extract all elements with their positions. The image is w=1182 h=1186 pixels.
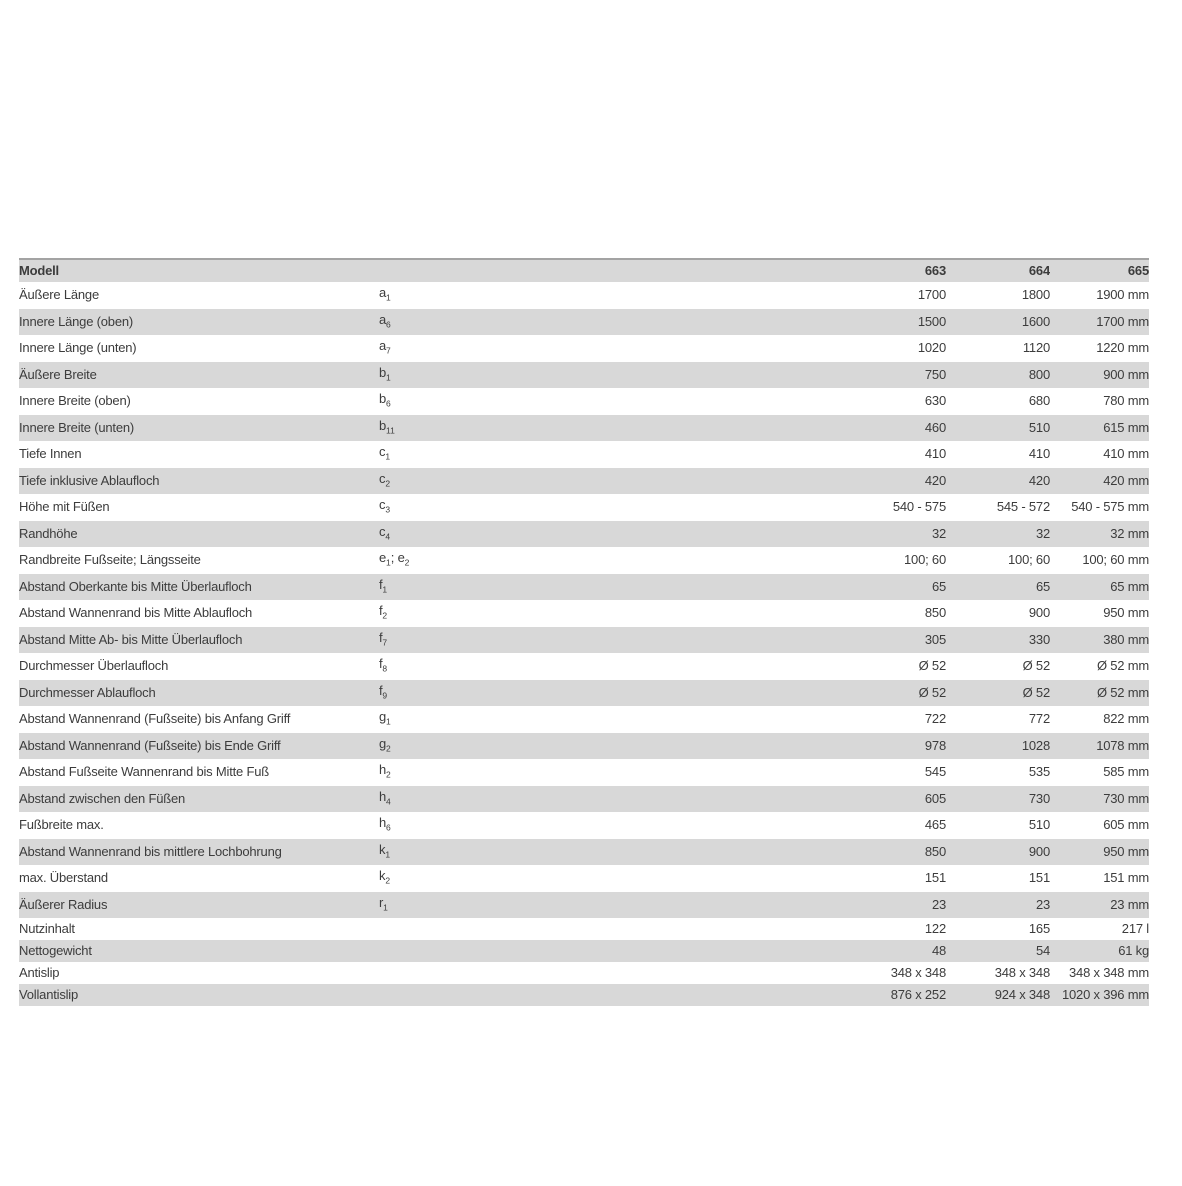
- row-value-665: 151 mm: [1103, 870, 1149, 886]
- table-row: [19, 680, 1149, 707]
- row-value-663: 978: [924, 737, 946, 753]
- row-value-663: 48: [931, 943, 946, 958]
- row-symbol: $k_1$: [379, 841, 391, 859]
- header-model-663: 663: [924, 263, 946, 278]
- row-label: Nutzinhalt: [19, 921, 75, 936]
- header-model-665: 665: [1127, 263, 1149, 278]
- row-symbol: [379, 984, 478, 1006]
- row-value-663: 410: [924, 446, 946, 462]
- row-symbol: $c_2$: [379, 470, 391, 488]
- table-row: [19, 494, 1149, 521]
- row-value-664: 772: [1028, 711, 1050, 727]
- row-label: Durchmesser Überlaufloch: [19, 658, 169, 674]
- row-label: Abstand Fußseite Wannenrand bis Mitte Fuß: [19, 764, 269, 780]
- table-body: [19, 282, 1149, 1006]
- symbol-subscript: 2: [386, 743, 391, 753]
- symbol-subscript: 2: [385, 875, 391, 886]
- symbol-subscript: 1: [386, 716, 391, 727]
- row-value-665: 900 mm: [1103, 366, 1149, 382]
- table-row: [19, 940, 1149, 962]
- header-modell-label: Modell: [19, 263, 59, 278]
- table-row: [19, 388, 1149, 415]
- row-label: Innere Breite (oben): [19, 393, 131, 409]
- row-value-665: 420 mm: [1103, 472, 1149, 488]
- row-value-664: 410: [1028, 446, 1050, 462]
- row-value-665: 605 mm: [1103, 817, 1149, 833]
- row-symbol: $b_{11}$: [379, 417, 395, 435]
- row-symbol: $a_7$: [379, 338, 391, 356]
- row-label: max. Überstand: [19, 870, 108, 886]
- table-row: [19, 362, 1149, 389]
- row-value-665: Ø 52 mm: [1096, 684, 1149, 700]
- row-label: Abstand Wannenrand bis Mitte Ablaufloch: [19, 605, 253, 621]
- row-value-664: 54: [1035, 943, 1050, 958]
- row-label: Abstand Wannenrand bis mittlere Lochbohrung: [19, 843, 282, 859]
- row-value-665: 780 mm: [1103, 393, 1149, 409]
- row-value-664: 924 x 348: [994, 987, 1050, 1002]
- table-row: [19, 839, 1149, 866]
- row-value-663: Ø 52: [918, 658, 946, 674]
- symbol-subscript: 2: [382, 610, 388, 621]
- row-value-663: 460: [924, 419, 946, 435]
- symbol-subscript: 2: [404, 557, 410, 568]
- row-label: Höhe mit Füßen: [19, 499, 110, 515]
- row-value-665: 540 - 575 mm: [1071, 499, 1149, 515]
- table-row: [19, 706, 1149, 733]
- row-value-663: 122: [924, 921, 946, 936]
- row-symbol: [379, 962, 478, 984]
- table-row: [19, 653, 1149, 680]
- table-row: [19, 415, 1149, 442]
- table-row: [19, 984, 1149, 1006]
- table-header: [19, 259, 1149, 282]
- symbol-subscript: 7: [382, 637, 388, 647]
- symbol-subscript: 1: [386, 292, 391, 303]
- row-value-664: 420: [1028, 472, 1050, 488]
- row-value-663: 540 - 575: [892, 499, 946, 515]
- row-value-664: 330: [1028, 631, 1050, 647]
- row-value-663: 850: [924, 605, 946, 621]
- symbol-subscript: 1: [386, 372, 391, 382]
- row-value-665: 1220 mm: [1096, 340, 1149, 356]
- row-value-663: 100; 60: [904, 552, 946, 568]
- row-label: Abstand Wannenrand (Fußseite) bis Anfang Griff: [19, 711, 291, 727]
- table-row: [19, 627, 1149, 654]
- symbol-subscript: 1: [386, 557, 391, 568]
- row-value-665: 1078 mm: [1096, 737, 1149, 753]
- row-label: Äußere Länge: [19, 287, 99, 303]
- row-value-664: 151: [1028, 870, 1050, 886]
- symbol-subscript: 1: [385, 849, 391, 859]
- header-symbol-spacer: [379, 259, 478, 282]
- row-value-665: 1900 mm: [1096, 287, 1149, 303]
- row-value-663: 65: [931, 578, 946, 594]
- symbol-subscript: 3: [385, 504, 391, 515]
- row-value-664: 535: [1028, 764, 1050, 780]
- row-value-664: 545 - 572: [996, 499, 1050, 515]
- table-row: [19, 812, 1149, 839]
- row-label: Fußbreite max.: [19, 817, 104, 833]
- symbol-subscript: 6: [386, 319, 391, 329]
- row-value-663: 545: [924, 764, 946, 780]
- row-label: Äußerer Radius: [19, 896, 108, 912]
- row-value-664: 32: [1035, 525, 1050, 541]
- table-row: [19, 918, 1149, 940]
- row-value-665: 65 mm: [1110, 578, 1149, 594]
- row-value-664: 730: [1028, 790, 1050, 806]
- row-value-665: 32 mm: [1110, 525, 1149, 541]
- symbol-subscript: 4: [386, 796, 391, 806]
- row-value-665: 822 mm: [1103, 711, 1149, 727]
- row-symbol: $c_1$: [379, 444, 391, 462]
- symbol-subscript: 1: [382, 584, 388, 594]
- row-label: Antislip: [19, 965, 60, 980]
- symbol-subscript: 9: [382, 690, 388, 700]
- row-value-663: 1700: [917, 287, 946, 303]
- row-label: Durchmesser Ablaufloch: [19, 684, 156, 700]
- row-value-663: Ø 52: [918, 684, 946, 700]
- row-value-665: 380 mm: [1103, 631, 1149, 647]
- row-value-664: Ø 52: [1022, 684, 1050, 700]
- row-symbol: $g_2$: [379, 735, 391, 753]
- row-value-664: 900: [1028, 843, 1050, 859]
- table-row: [19, 759, 1149, 786]
- row-value-665: 217 l: [1121, 921, 1149, 936]
- row-value-665: 61 kg: [1118, 943, 1149, 958]
- row-value-665: 1020 x 396 mm: [1061, 987, 1149, 1002]
- table-row: [19, 865, 1149, 892]
- row-value-663: 305: [924, 631, 946, 647]
- symbol-subscript: 7: [386, 345, 391, 356]
- row-value-665: 1700 mm: [1096, 313, 1149, 329]
- symbol-subscript: 2: [385, 478, 391, 488]
- row-symbol: $f_1$: [379, 576, 388, 594]
- row-symbol: $f_8$: [379, 656, 388, 674]
- symbol-subscript: 6: [386, 398, 391, 409]
- row-label: Tiefe Innen: [19, 446, 82, 462]
- row-value-665: 23 mm: [1110, 896, 1149, 912]
- row-value-663: 876 x 252: [890, 987, 946, 1002]
- row-label: Abstand zwischen den Füßen: [19, 790, 186, 806]
- row-value-663: 1020: [917, 340, 946, 356]
- row-symbol: $r_1$: [379, 894, 388, 912]
- row-value-663: 630: [924, 393, 946, 409]
- row-symbol: $c_4$: [379, 523, 391, 541]
- row-value-664: 680: [1028, 393, 1050, 409]
- row-value-665: 615 mm: [1103, 419, 1149, 435]
- row-symbol: $g_1$: [379, 709, 391, 727]
- table-row: [19, 282, 1149, 309]
- row-value-663: 750: [924, 366, 946, 382]
- row-value-663: 348 x 348: [890, 965, 946, 980]
- row-symbol: $f_2$: [379, 603, 388, 621]
- table-row: [19, 521, 1149, 548]
- table-row: [19, 468, 1149, 495]
- symbol-subscript: 1: [383, 902, 388, 912]
- row-value-665: 950 mm: [1103, 843, 1149, 859]
- table-row: [19, 892, 1149, 919]
- row-label: Nettogewicht: [19, 943, 92, 958]
- row-symbol: $h_4$: [379, 788, 391, 806]
- row-value-663: 1500: [917, 313, 946, 329]
- row-value-663: 32: [931, 525, 946, 541]
- table-row: [19, 733, 1149, 760]
- table-row: [19, 335, 1149, 362]
- row-value-665: Ø 52 mm: [1096, 658, 1149, 674]
- row-value-665: 585 mm: [1103, 764, 1149, 780]
- table-header-row: [19, 259, 1149, 282]
- symbol-subscript: 11: [386, 425, 395, 435]
- table-row: [19, 962, 1149, 984]
- row-value-663: 465: [924, 817, 946, 833]
- row-value-663: 605: [924, 790, 946, 806]
- symbol-subscript: 2: [386, 769, 391, 780]
- row-value-663: 23: [931, 896, 946, 912]
- spec-table-container: [19, 258, 1149, 1006]
- row-label: Randbreite Fußseite; Längsseite: [19, 552, 201, 568]
- row-value-664: 510: [1028, 419, 1050, 435]
- symbol-subscript: 4: [385, 531, 391, 541]
- row-value-664: 348 x 348: [994, 965, 1050, 980]
- row-label: Randhöhe: [19, 525, 78, 541]
- table-row: [19, 547, 1149, 574]
- row-value-664: 65: [1035, 578, 1050, 594]
- row-label: Innere Breite (unten): [19, 419, 135, 435]
- row-label: Innere Länge (oben): [19, 313, 134, 329]
- row-symbol: $h_6$: [379, 815, 391, 833]
- row-label: Vollantislip: [19, 987, 79, 1002]
- table-row: [19, 574, 1149, 601]
- table-row: [19, 441, 1149, 468]
- row-label: Äußere Breite: [19, 366, 97, 382]
- row-value-664: 100; 60: [1008, 552, 1050, 568]
- row-label: Abstand Wannenrand (Fußseite) bis Ende Griff: [19, 737, 281, 753]
- row-label: Innere Länge (unten): [19, 340, 137, 356]
- row-value-663: 420: [924, 472, 946, 488]
- row-value-665: 950 mm: [1103, 605, 1149, 621]
- row-value-663: 151: [924, 870, 946, 886]
- row-value-664: 1800: [1021, 287, 1050, 303]
- row-symbol: [379, 940, 478, 962]
- row-value-665: 348 x 348 mm: [1069, 965, 1149, 980]
- row-value-665: 410 mm: [1103, 446, 1149, 462]
- row-value-664: Ø 52: [1022, 658, 1050, 674]
- row-value-663: 722: [924, 711, 946, 727]
- row-symbol: $b_6$: [379, 391, 391, 409]
- row-symbol: $b_1$: [379, 364, 391, 382]
- row-value-664: 900: [1028, 605, 1050, 621]
- row-label: Tiefe inklusive Ablaufloch: [19, 472, 160, 488]
- row-symbol: $a_6$: [379, 311, 391, 329]
- row-symbol: $f_9$: [379, 682, 388, 700]
- row-value-664: 165: [1028, 921, 1050, 936]
- spec-table: [19, 258, 1149, 1006]
- row-value-665: 100; 60 mm: [1082, 552, 1149, 568]
- row-label: Abstand Mitte Ab- bis Mitte Überlaufloch: [19, 631, 243, 647]
- row-symbol: $e_1$; $e_2$: [379, 550, 410, 568]
- row-symbol: $c_3$: [379, 497, 391, 515]
- row-value-665: 730 mm: [1103, 790, 1149, 806]
- table-row: [19, 600, 1149, 627]
- row-value-664: 23: [1035, 896, 1050, 912]
- symbol-subscript: 6: [386, 822, 391, 833]
- row-symbol: $k_2$: [379, 868, 391, 886]
- row-value-663: 850: [924, 843, 946, 859]
- table-row: [19, 786, 1149, 813]
- row-value-664: 1028: [1021, 737, 1050, 753]
- row-value-664: 510: [1028, 817, 1050, 833]
- symbol-subscript: 1: [385, 451, 391, 462]
- row-value-664: 800: [1028, 366, 1050, 382]
- symbol-subscript: 8: [382, 663, 388, 674]
- row-value-664: 1600: [1021, 313, 1050, 329]
- row-label: Abstand Oberkante bis Mitte Überlaufloch: [19, 578, 252, 594]
- row-symbol: $f_7$: [379, 629, 388, 647]
- table-row: [19, 309, 1149, 336]
- header-model-664: 664: [1028, 263, 1050, 278]
- row-symbol: $h_2$: [379, 762, 391, 780]
- row-value-664: 1120: [1022, 340, 1050, 356]
- row-symbol: [379, 918, 478, 940]
- row-symbol: $a_1$: [379, 285, 391, 303]
